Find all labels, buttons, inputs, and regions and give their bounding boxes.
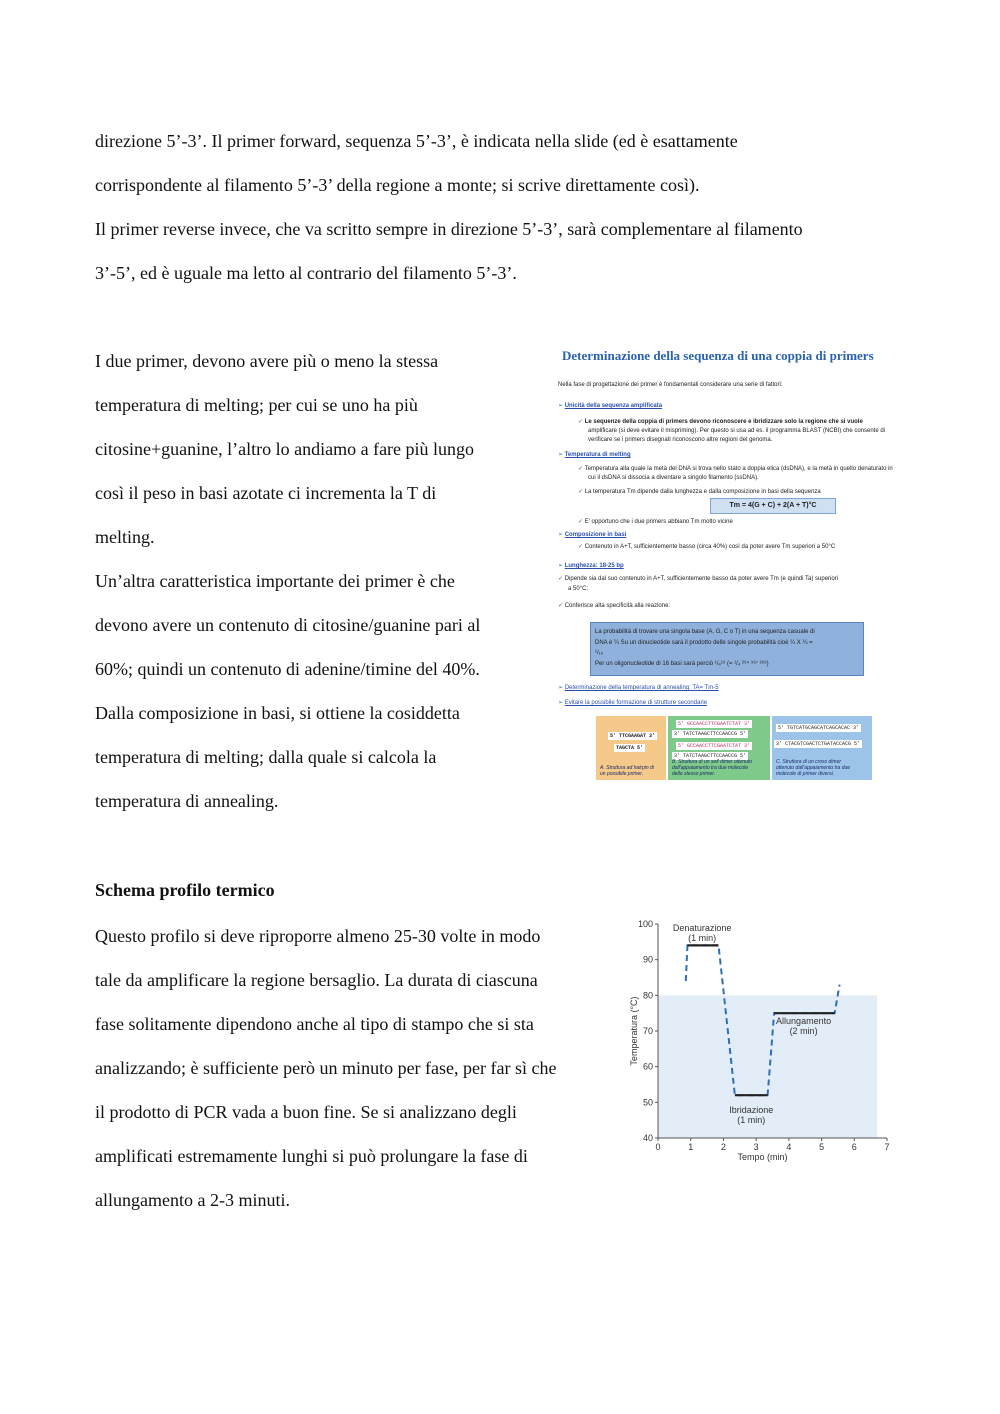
text-line: temperatura di annealing. (95, 791, 279, 811)
x-tick-label: 1 (688, 1142, 694, 1152)
tm-formula: Tm = 4(G + C) + 2(A + T)°C (710, 498, 836, 514)
sequence: 5' GCCAACCTTCGAATCTAT 3' (678, 743, 751, 749)
text-line: Questo profilo si deve riproporre almeno 25-30 volte in modo (95, 926, 541, 946)
arrow-icon: ➢ (558, 685, 565, 691)
panel-caption: B. Struttura di un self dimer ottenuto dall'appaiamento tra due molecole dello stesso primer. (672, 759, 753, 777)
sequence: 3' TATCTAAGCTTCCAACCG 5' (674, 753, 747, 759)
check-icon: ✓ (558, 576, 565, 582)
text-line: direzione 5’-3’. Il primer forward, sequenza 5’-3’, è indicata nella slide (ed è esattamente (95, 131, 738, 151)
box-line: La probabilità di trovare una singola base (A, G, C o T) in una sequenza casuale di (595, 629, 815, 635)
y-tick-label: 50 (642, 1097, 653, 1108)
slide-bullet: ✓ Conferisce alta specificità alla reazione: (558, 603, 671, 609)
chart-svg (625, 912, 900, 1162)
sequence: 5' TTCGAAGAT 3' (610, 733, 656, 739)
text-line: temperatura di melting; dalla quale si calcola la (95, 747, 437, 767)
arrow-icon: ➢ (558, 452, 565, 458)
text-line: Dalla composizione in basi, si ottiene la cosiddetta (95, 703, 460, 723)
x-tick-label: 5 (819, 1142, 825, 1152)
x-tick-label: 0 (655, 1142, 661, 1152)
text-line: corrispondente al filamento 5’-3’ della regione a monte; si scrive direttamente così). (95, 175, 700, 195)
text-line: citosine+guanine, l’altro lo andiamo a fare più lungo (95, 439, 475, 459)
annotation-sub: (1 min) (688, 933, 717, 944)
text-line: fase solitamente dipendono anche al tipo di stampo che si sta (95, 1014, 534, 1034)
slide-heading: ➢ Evitare la possibile formazione di strutture secondarie (558, 700, 708, 706)
sequence: 3' CTACGTCGACTCTGATACCACG 5' (776, 741, 861, 747)
text-line: analizzando; è sufficiente però un minuto per fase, per far sì che (95, 1058, 557, 1078)
panel-caption: A. Struttura ad hairpin di un possibile primer. (600, 765, 654, 777)
slide-heading: ➢ Composizione in basi (558, 532, 627, 538)
text-line: così il peso in basi azotate ci incrementa la T di (95, 483, 437, 503)
slide-heading: ➢ Unicità della sequenza amplificata (558, 403, 663, 409)
sequence: 5' GCCAACCTTCGAATCTAT 3' (678, 721, 751, 727)
text-line: allungamento a 2-3 minuti. (95, 1190, 290, 1210)
check-icon: ✓ (578, 544, 585, 550)
arrow-icon: ➢ (558, 563, 565, 569)
y-tick-label: 100 (637, 919, 653, 929)
check-icon: ✓ (578, 419, 585, 425)
slide-heading: ➢ Determinazione della temperatura di annealing: TA= Tm-5 (558, 685, 719, 691)
text-line: il prodotto di PCR vada a buon fine. Se si analizzano degli (95, 1102, 517, 1122)
sequence: TAGCTA 5' (616, 745, 644, 751)
annotation-label: Denaturazione (672, 923, 732, 934)
y-tick-label: 70 (642, 1026, 653, 1036)
box-line: ¹/₁₆ (595, 650, 604, 656)
slide-bullet-text: verificare se i primers disegnati riconoscono altre regioni del genoma. (588, 437, 773, 443)
y-axis-label: Temperatura (°C) (629, 996, 639, 1066)
text-line: amplificati estremamente lunghi si può prolungare la fase di (95, 1146, 528, 1166)
text-line: temperatura di melting; per cui se uno ha più (95, 395, 418, 415)
y-tick-label: 80 (642, 990, 653, 1001)
hairpin-panel (596, 716, 666, 780)
y-tick-label: 40 (642, 1133, 653, 1143)
arrow-icon: ➢ (558, 700, 565, 706)
text-line: devono avere un contenuto di citosine/guanine pari al (95, 615, 481, 635)
slide-bullet-text: cui il dsDNA si dissocia a diventare a singolo filamento (ssDNA). (588, 475, 759, 481)
slide-bullet: ✓ Dipende sia dal suo contenuto in A+T, sufficientemente basso da poter avere Tm (e quindi Ta) superiori (558, 576, 839, 582)
self-dimer-panel (668, 716, 770, 780)
x-tick-label: 6 (851, 1142, 857, 1152)
slide-bullet: ✓ Contenuto in A+T, sufficientemente basso (circa 40%) così da poter avere Tm superiori a 50°C (578, 544, 836, 550)
cross-dimer-panel (772, 716, 872, 780)
box-line: DNA è ¼ Su un dinucleotide sarà il prodotto delle singole probabilità cioè ¼ X ¼ = (595, 640, 813, 646)
slide-bullet-text: amplificare (si deve evitare il mispriming). Per questo si usa ad es. il programma BLAST (NCBI) che consente di (588, 428, 886, 434)
slide-heading: ➢ Temperatura di melting (558, 452, 631, 458)
annotation-sub: (2 min) (789, 1025, 818, 1036)
slide-bullet: ✓ Temperatura alla quale la metà del DNA si trova nello stato a doppia elica (dsDNA), e la metà in quello denaturato in (578, 466, 893, 472)
arrow-icon: ➢ (558, 532, 565, 538)
text-line: 3’-5’, ed è uguale ma letto al contrario del filamento 5’-3’. (95, 263, 517, 283)
check-icon: ✓ (578, 466, 585, 472)
x-axis-label: Tempo (min) (737, 1152, 788, 1162)
text-line: Il primer reverse invece, che va scritto sempre in direzione 5’-3’, sarà complementare al filamento (95, 219, 803, 239)
annotation-sub: (1 min) (737, 1115, 766, 1126)
sequence: 3' TATCTAAGCTTCCAACCG 5' (674, 731, 747, 737)
annotation-label: Ibridazione (729, 1105, 774, 1116)
x-tick-label: 2 (720, 1142, 726, 1152)
box-line: Per un oligonucleotide di 16 basi sarà perciò ¹/₄¹⁶ (= ¹/₄ ²⁹⁴ ⁹⁶⁷ ²⁹⁶) (595, 661, 769, 667)
slide-title: Determinazione della sequenza di una coppia di primers (562, 348, 874, 363)
slide-bullet: ✓ E' opportuno che i due primers abbiano Tm molto vicine (578, 519, 733, 525)
check-icon: ✓ (578, 489, 585, 495)
slide-heading: ➢ Lunghezza: 18-25 bp (558, 563, 624, 569)
chart-band (658, 995, 877, 1138)
slide-bullet: ✓ La temperatura Tm dipende dalla lunghezza e dalla composizione in basi della sequenza (578, 489, 821, 495)
sequence: 5' TGTCATGCAGCATCAGCACAC 3' (778, 725, 860, 731)
slide-intro: Nella fase di progettazione dei primer è fondamentali considerare una serie di fattori: (558, 382, 783, 388)
thermal-profile-chart (625, 912, 900, 1162)
text-line: tale da amplificare la regione bersaglio. La durata di ciascuna (95, 970, 538, 990)
section-heading: Schema profilo termico (95, 880, 275, 900)
primer-design-slide (552, 338, 902, 788)
slide-bullet: ✓ Le sequenze della coppia di primers devono riconoscere e ibridizzare solo la regione che si vuole (578, 419, 863, 425)
x-tick-label: 7 (884, 1142, 890, 1152)
check-icon: ✓ (578, 519, 585, 525)
text-line: I due primer, devono avere più o meno la stessa (95, 351, 439, 371)
panel-caption: C. Struttura di un cross dimer ottenuto dall'appaiamento tra due molecole di primer diversi. (776, 759, 851, 777)
annotation-label: Allungamento (776, 1015, 832, 1026)
text-line: melting. (95, 527, 155, 547)
check-icon: ✓ (558, 603, 565, 609)
slide-bullet-text: a 50°C; (568, 586, 589, 592)
x-tick-label: 3 (753, 1142, 759, 1152)
y-tick-label: 90 (642, 954, 653, 965)
arrow-icon: ➢ (558, 403, 565, 409)
text-line: Un’altra caratteristica importante dei primer è che (95, 571, 455, 591)
probability-box (590, 622, 864, 676)
y-tick-label: 60 (642, 1061, 653, 1072)
x-tick-label: 4 (786, 1142, 792, 1152)
text-line: 60%; quindi un contenuto di adenine/timine del 40%. (95, 659, 480, 679)
